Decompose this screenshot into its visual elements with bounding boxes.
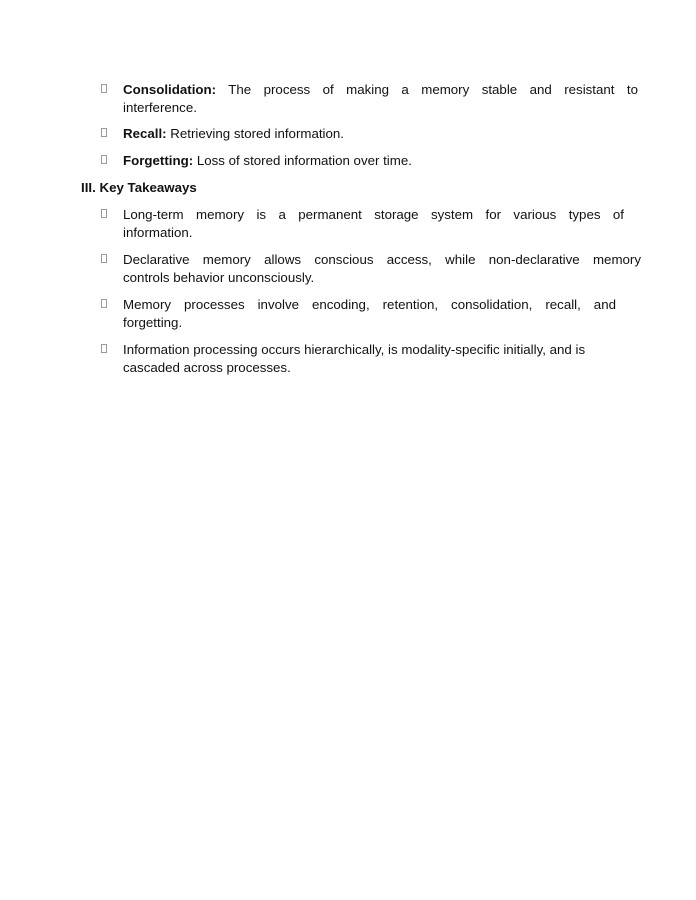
takeaway-line: Memory processes involve encoding, retention, consolidation, recall, and: [123, 297, 616, 312]
list-item-line: [123, 81, 638, 99]
list-item: [0, 206, 696, 241]
bullet-box-icon: [101, 84, 107, 93]
term-label: Recall:: [123, 126, 167, 141]
bullet-box-icon: [101, 128, 107, 137]
takeaway-line: Declarative memory allows conscious access, while non-declarative memory: [123, 252, 641, 267]
bullet-box-icon: [101, 254, 107, 263]
bullet-box-icon: [101, 209, 107, 218]
takeaway-line: controls behavior unconsciously.: [123, 269, 315, 285]
definition-continuation: interference.: [123, 99, 197, 115]
takeaway-line: Long-term memory is a permanent storage system for various types of: [123, 207, 624, 222]
definition-text: Retrieving stored information.: [166, 126, 344, 141]
list-item: [0, 152, 696, 170]
takeaway-line: forgetting.: [123, 314, 183, 330]
definition-text: The process of making a memory stable and resistant to: [216, 82, 638, 97]
term-label: Consolidation:: [123, 82, 217, 97]
key-takeaways-list: [0, 206, 696, 386]
bullet-box-icon: [101, 155, 107, 164]
takeaway-line: information.: [123, 224, 193, 240]
bullet-box-icon: [101, 299, 107, 308]
list-item: [0, 296, 696, 331]
takeaway-line: Information processing occurs hierarchically, is modality-specific initially, and is: [123, 342, 586, 357]
list-item: [0, 125, 696, 143]
list-item: [0, 341, 696, 376]
section-heading: III. Key Takeaways: [81, 180, 197, 195]
definition-text: Loss of stored information over time.: [193, 152, 412, 168]
bullet-box-icon: [101, 344, 107, 353]
memory-process-list: [0, 81, 696, 178]
list-item: [0, 81, 696, 116]
takeaway-line: cascaded across processes.: [123, 359, 291, 375]
term-label: Forgetting:: [123, 152, 194, 168]
list-item: [0, 251, 696, 286]
